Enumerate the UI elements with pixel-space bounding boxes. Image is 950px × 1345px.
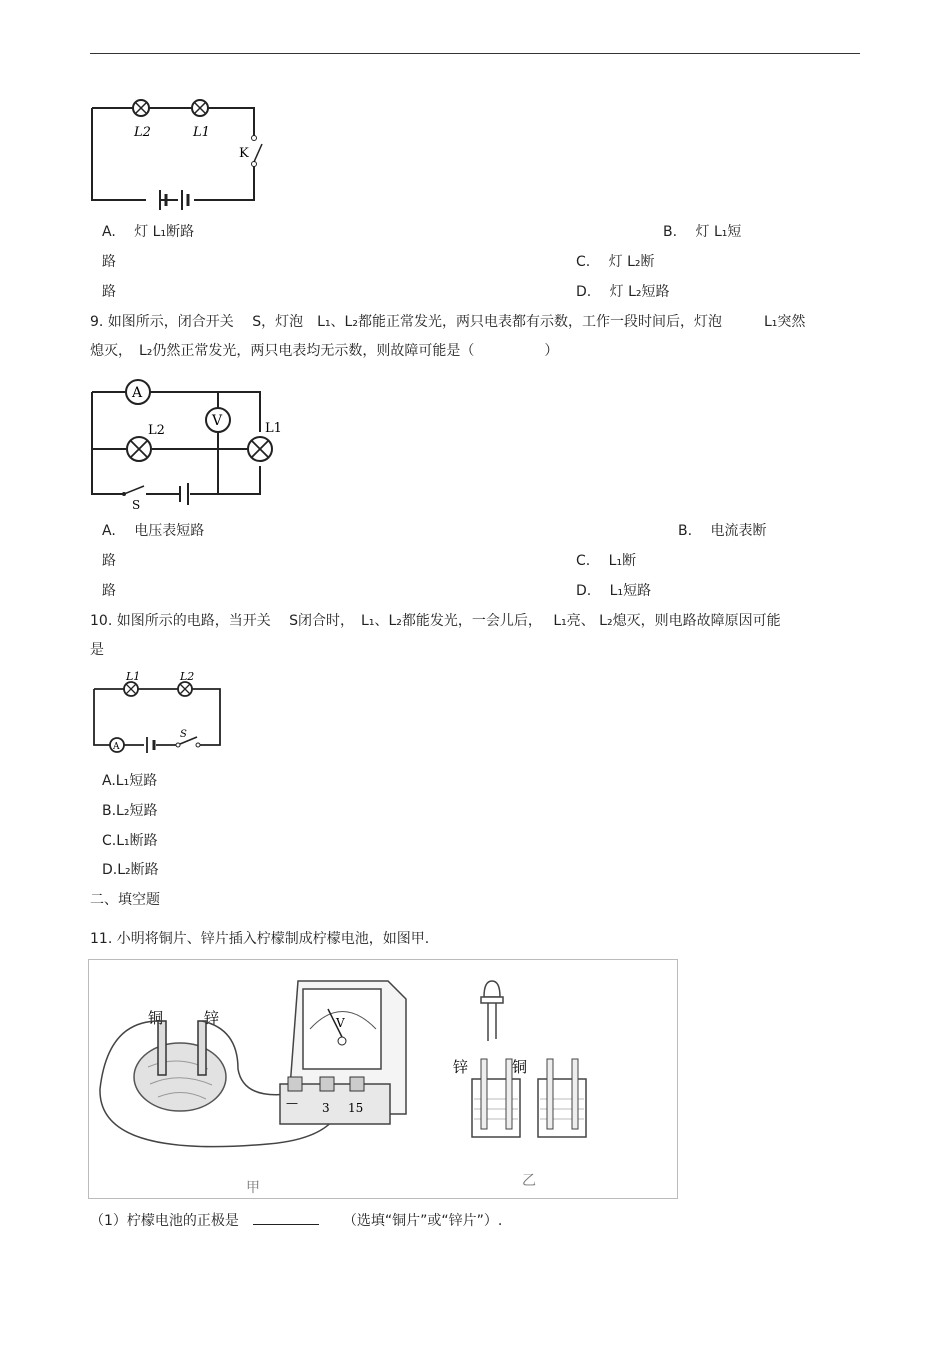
- section-heading: 二、填空题: [90, 892, 160, 908]
- ammeter-label: A: [132, 385, 143, 401]
- q10-option-a: A.L₁短路: [102, 773, 158, 789]
- l1-label: L1: [126, 670, 141, 683]
- q8-circuit-figure: [88, 96, 266, 216]
- l2-label: L2: [148, 423, 165, 438]
- q8-option-d: D. 灯 L₂短路: [576, 284, 670, 300]
- q9-stem-line2: 熄灭， L₂仍然正常发光，两只电表均无示数，则故障可能是（ ）: [90, 343, 559, 359]
- voltmeter-label: V: [212, 413, 223, 429]
- q11-lemon-battery-figure: [88, 959, 678, 1199]
- q10-option-c: C.L₁断路: [102, 833, 158, 849]
- q10-option-d: D.L₂断路: [102, 862, 159, 878]
- s-label: S: [132, 498, 141, 512]
- q9-option-c: C. L₁断: [576, 553, 637, 569]
- q11-stem: 11. 小明将铜片、锌片插入柠檬制成柠檬电池，如图甲.: [90, 931, 430, 947]
- lemon-icon: [134, 1043, 226, 1111]
- l2-label: L2: [180, 670, 195, 683]
- q10-stem-line1: 10. 如图所示的电路，当开关 S闭合时， L₁、L₂都能发光，一会儿后， L₁亮、 L₂熄灭，则电路故障原因可能: [90, 613, 781, 629]
- copper-label: 铜: [148, 1009, 164, 1027]
- a-label: A: [113, 742, 120, 752]
- q9-option-b-cont: 路: [102, 553, 116, 569]
- q11-sub1: [90, 1210, 502, 1230]
- q11-sub1-prompt: （1）柠檬电池的正极是: [90, 1213, 239, 1229]
- q9-option-a: A. 电压表短路: [102, 523, 205, 539]
- q9-option-b: B. 电流表断: [678, 523, 767, 539]
- q9-stem-line1: 9. 如图所示，闭合开关 S，灯泡 L₁、L₂都能正常发光，两只电表都有示数，工作一段时间后，灯泡 L₁突然: [90, 314, 806, 330]
- minus-terminal-label: —: [286, 1096, 298, 1110]
- zinc-label: 锌: [204, 1009, 220, 1027]
- q8-option-c: C. 灯 L₂断: [576, 254, 655, 270]
- jia-label: 甲: [246, 1180, 260, 1196]
- zinc2-label: 锌: [453, 1058, 469, 1076]
- q9-option-d: D. L₁短路: [576, 583, 652, 599]
- q10-circuit-figure: [88, 667, 228, 763]
- q10-stem-line2: 是: [90, 642, 104, 658]
- v-label: V: [336, 1016, 345, 1030]
- l1-label: L1: [193, 125, 210, 140]
- q8-option-b-cont: 路: [102, 254, 116, 270]
- q8-option-a: A. 灯 L₁断路: [102, 224, 195, 240]
- l2-label: L2: [134, 125, 151, 140]
- q9-option-c-cont: 路: [102, 583, 116, 599]
- s-label: S: [180, 729, 187, 740]
- q9-circuit-figure: [88, 370, 280, 513]
- q11-sub1-hint: （选填“铜片”或“锌片”）.: [342, 1213, 503, 1229]
- three-terminal-label: 3: [322, 1101, 330, 1115]
- fifteen-terminal-label: 15: [348, 1101, 364, 1115]
- q10-option-b: B.L₂短路: [102, 803, 158, 819]
- q8-option-c-cont: 路: [102, 284, 116, 300]
- q8-option-b: B. 灯 L₁短: [663, 224, 742, 240]
- header-rule: [90, 53, 860, 54]
- copper2-label: 铜: [512, 1058, 528, 1076]
- k-label: K: [239, 146, 249, 161]
- l1-label: L1: [265, 421, 282, 436]
- q11-answer-blank[interactable]: [253, 1210, 319, 1225]
- yi-label: 乙: [522, 1173, 536, 1189]
